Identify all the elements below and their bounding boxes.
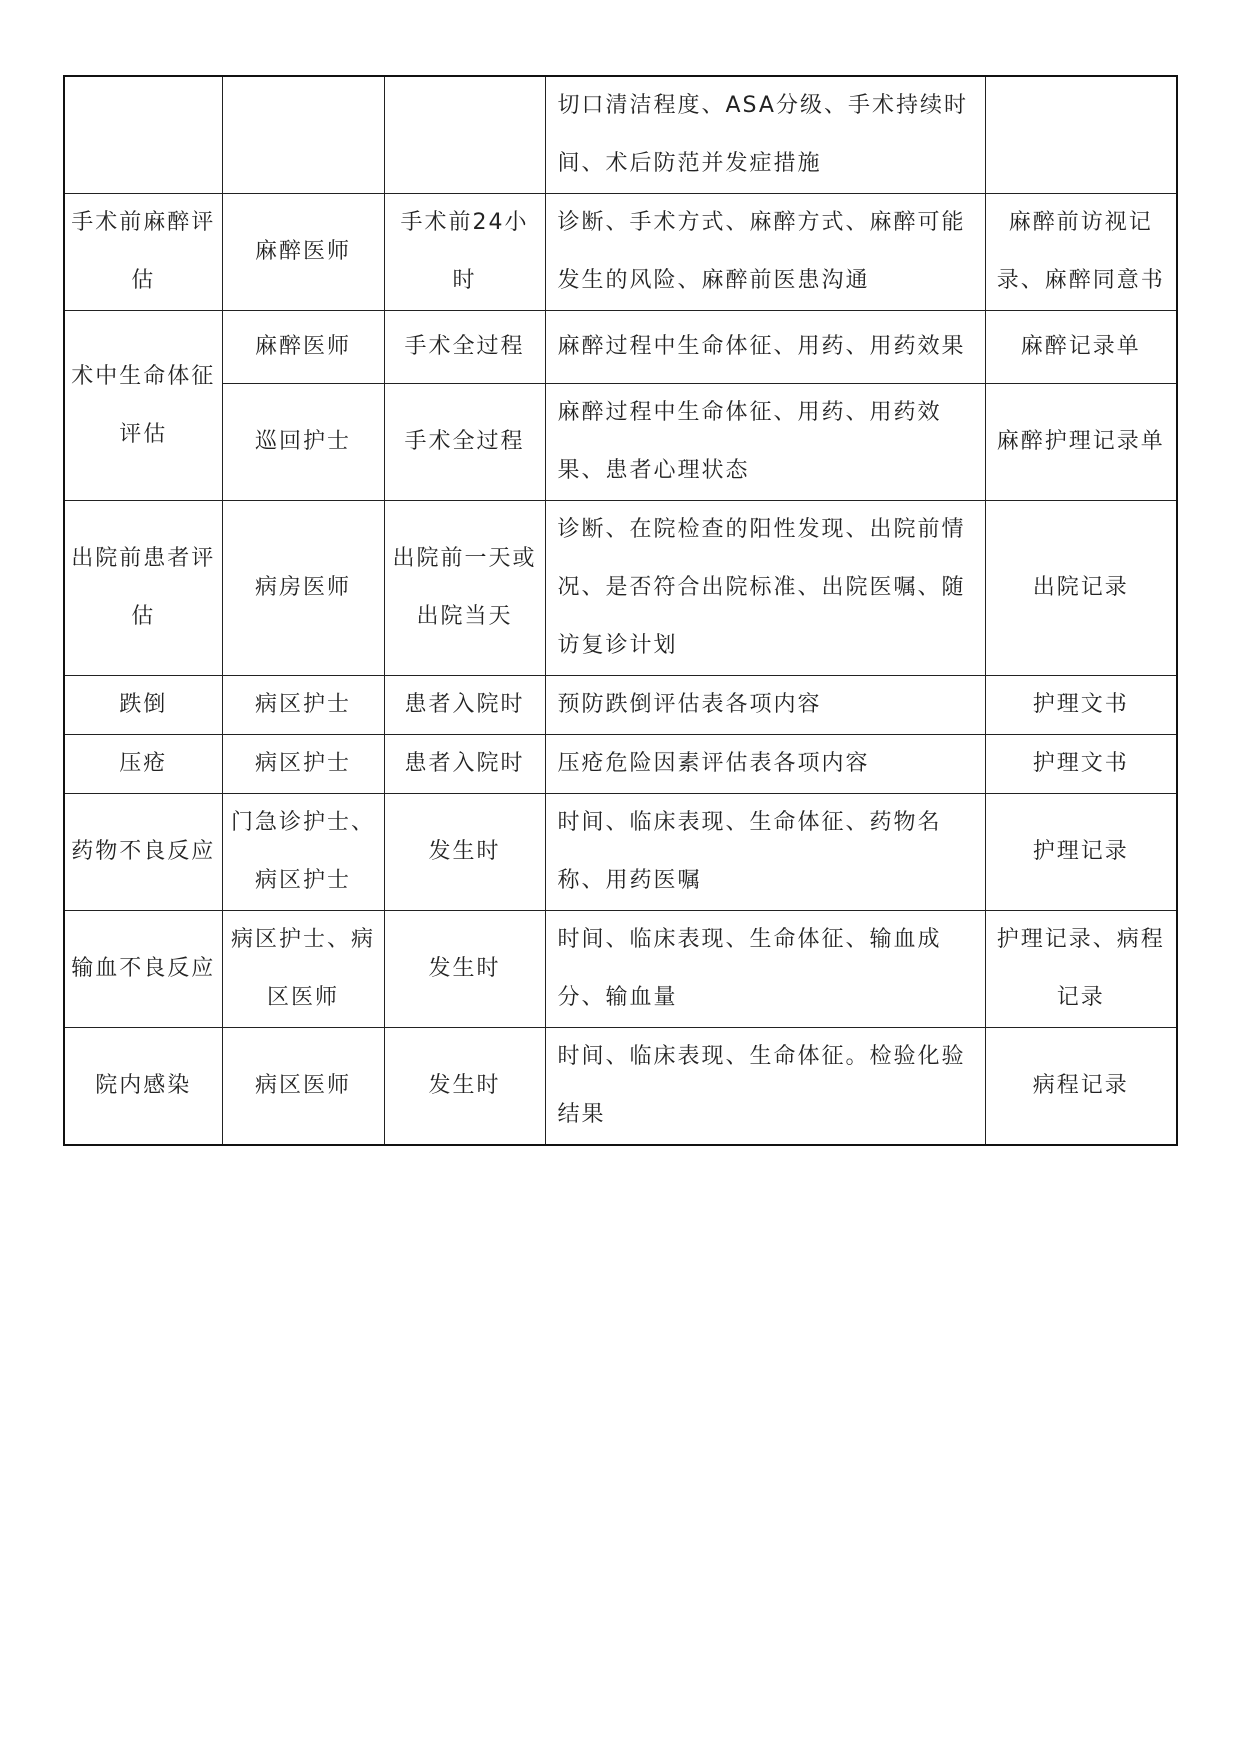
content-cell: 麻醉过程中生命体征、用药、用药效果、患者心理状态 xyxy=(545,384,985,501)
record-cell: 护理文书 xyxy=(985,735,1177,794)
item-cell: 院内感染 xyxy=(64,1028,222,1146)
table-row xyxy=(64,1028,1177,1146)
person-cell: 麻醉医师 xyxy=(222,194,384,311)
table-row xyxy=(64,194,1177,311)
time-cell: 发生时 xyxy=(384,911,545,1028)
time-cell xyxy=(384,76,545,194)
content-cell: 时间、临床表现、生命体征。检验化验结果 xyxy=(545,1028,985,1146)
record-cell: 护理记录、病程记录 xyxy=(985,911,1177,1028)
person-cell: 病区护士、病区医师 xyxy=(222,911,384,1028)
content-cell: 诊断、在院检查的阳性发现、出院前情况、是否符合出院标准、出院医嘱、随访复诊计划 xyxy=(545,501,985,676)
time-cell: 手术前24小时 xyxy=(384,194,545,311)
content-cell: 时间、临床表现、生命体征、输血成分、输血量 xyxy=(545,911,985,1028)
content-cell: 预防跌倒评估表各项内容 xyxy=(545,676,985,735)
item-cell: 术中生命体征评估 xyxy=(64,311,222,501)
table-row xyxy=(64,794,1177,911)
time-cell: 发生时 xyxy=(384,794,545,911)
item-cell xyxy=(64,76,222,194)
table-row xyxy=(64,911,1177,1028)
table-row xyxy=(64,501,1177,676)
person-cell: 病区护士 xyxy=(222,676,384,735)
record-cell: 护理文书 xyxy=(985,676,1177,735)
item-cell: 压疮 xyxy=(64,735,222,794)
item-cell: 出院前患者评估 xyxy=(64,501,222,676)
record-cell: 麻醉前访视记录、麻醉同意书 xyxy=(985,194,1177,311)
content-cell: 时间、临床表现、生命体征、药物名称、用药医嘱 xyxy=(545,794,985,911)
record-cell: 麻醉护理记录单 xyxy=(985,384,1177,501)
person-cell: 病区医师 xyxy=(222,1028,384,1146)
content-cell: 麻醉过程中生命体征、用药、用药效果 xyxy=(545,311,985,384)
table-row xyxy=(64,311,1177,384)
person-cell: 病房医师 xyxy=(222,501,384,676)
item-cell: 输血不良反应 xyxy=(64,911,222,1028)
item-cell: 跌倒 xyxy=(64,676,222,735)
record-cell: 出院记录 xyxy=(985,501,1177,676)
record-cell: 病程记录 xyxy=(985,1028,1177,1146)
table-row xyxy=(64,76,1177,194)
time-cell: 患者入院时 xyxy=(384,676,545,735)
record-cell xyxy=(985,76,1177,194)
time-cell: 发生时 xyxy=(384,1028,545,1146)
record-cell: 麻醉记录单 xyxy=(985,311,1177,384)
table-row xyxy=(64,735,1177,794)
person-cell: 病区护士 xyxy=(222,735,384,794)
table-row xyxy=(64,676,1177,735)
time-cell: 手术全过程 xyxy=(384,384,545,501)
content-cell: 切口清洁程度、ASA分级、手术持续时间、术后防范并发症措施 xyxy=(545,76,985,194)
time-cell: 手术全过程 xyxy=(384,311,545,384)
person-cell: 麻醉医师 xyxy=(222,311,384,384)
content-cell: 诊断、手术方式、麻醉方式、麻醉可能发生的风险、麻醉前医患沟通 xyxy=(545,194,985,311)
item-cell: 药物不良反应 xyxy=(64,794,222,911)
item-cell: 手术前麻醉评估 xyxy=(64,194,222,311)
record-cell: 护理记录 xyxy=(985,794,1177,911)
person-cell: 巡回护士 xyxy=(222,384,384,501)
person-cell xyxy=(222,76,384,194)
table-row xyxy=(64,384,1177,501)
assessment-table xyxy=(63,75,1178,1146)
time-cell: 患者入院时 xyxy=(384,735,545,794)
person-cell: 门急诊护士、病区护士 xyxy=(222,794,384,911)
content-cell: 压疮危险因素评估表各项内容 xyxy=(545,735,985,794)
time-cell: 出院前一天或出院当天 xyxy=(384,501,545,676)
